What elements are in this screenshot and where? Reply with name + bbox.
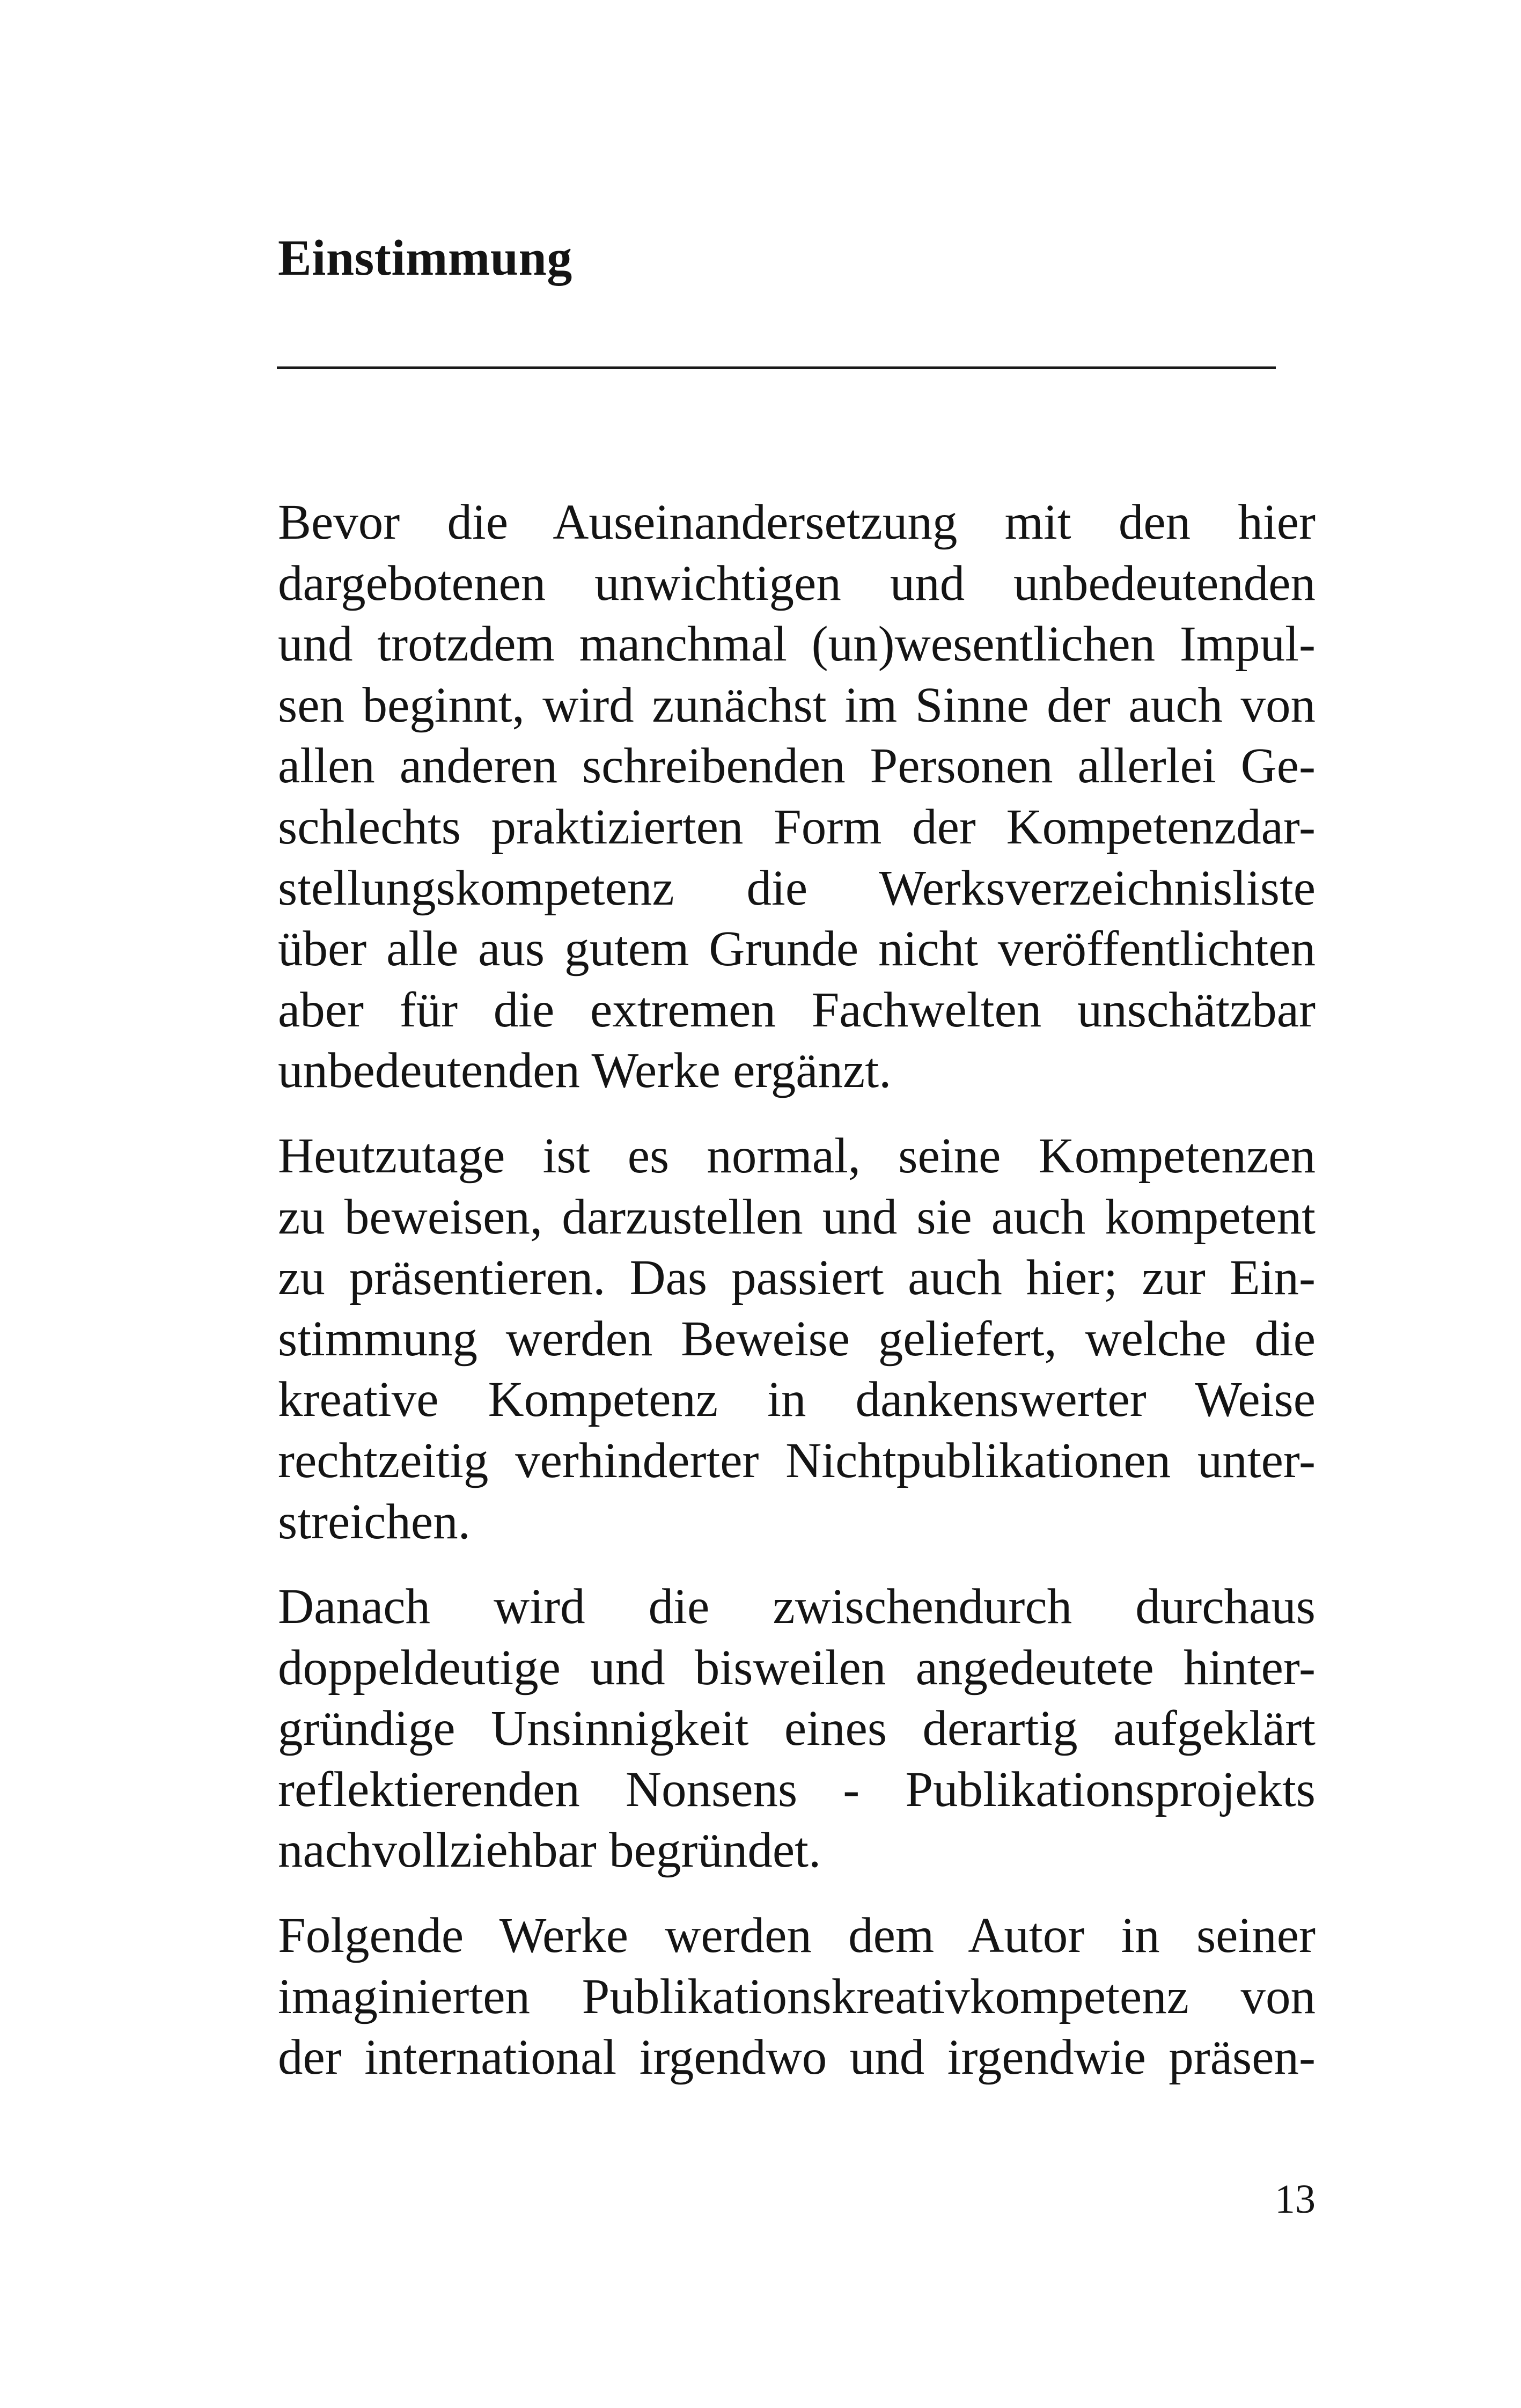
text-line: Folgende Werke werden dem Autor in seiner	[278, 1908, 1316, 1964]
text-line: stellungskompetenz die Werksverzeichnisliste	[278, 860, 1316, 916]
paragraph-2	[215, 1126, 1316, 1552]
page-number: 13	[1275, 2177, 1316, 2222]
text-line: aber für die extremen Fachwelten unschätzbar	[278, 982, 1316, 1038]
text-line: reflektierenden Nonsens - Publikationsprojekts	[278, 1761, 1316, 1817]
text-line: kreative Kompetenz in dankenswerter Weise	[278, 1372, 1316, 1428]
text-line: zu beweisen, darzustellen und sie auch kompetent	[278, 1189, 1316, 1245]
text-line: zu präsentieren. Das passiert auch hier; zur Ein-	[278, 1250, 1316, 1306]
text-line: unbedeutenden Werke ergänzt.	[278, 1043, 892, 1099]
text-line: und trotzdem manchmal (un)wesentlichen Impul-	[278, 616, 1316, 672]
text-line: rechtzeitig verhinderter Nichtpublikationen unter-	[278, 1433, 1316, 1488]
text-line: schlechts praktizierten Form der Kompetenzdar-	[278, 799, 1316, 855]
text-line: über alle aus gutem Grunde nicht veröffentlichten	[278, 921, 1316, 977]
text-line: doppeldeutige und bisweilen angedeutete hinter-	[278, 1640, 1316, 1695]
paragraph-1	[215, 492, 1316, 1102]
text-line: Danach wird die zwischendurch durchaus	[278, 1579, 1316, 1635]
text-line: der international irgendwo und irgendwie präsen-	[278, 2030, 1316, 2086]
paragraph-3	[215, 1576, 1316, 1881]
text-line: stimmung werden Beweise geliefert, welche die	[278, 1311, 1316, 1367]
paragraph-4	[215, 1905, 1316, 2088]
text-line: Bevor die Auseinandersetzung mit den hier	[278, 495, 1316, 550]
text-line: imaginierten Publikationskreativkompetenz von	[278, 1969, 1316, 2024]
text-line: Heutzutage ist es normal, seine Kompetenzen	[278, 1128, 1316, 1184]
text-line: dargebotenen unwichtigen und unbedeutenden	[278, 555, 1316, 611]
text-line: streichen.	[278, 1494, 471, 1550]
heading-rule	[277, 366, 1276, 369]
body-text	[215, 492, 1316, 2112]
text-line: nachvollziehbar begründet.	[278, 1823, 821, 1878]
text-line: allen anderen schreibenden Personen allerlei Ge-	[278, 738, 1316, 794]
text-line: sen beginnt, wird zunächst im Sinne der auch von	[278, 677, 1316, 733]
chapter-heading: Einstimmung	[278, 230, 572, 286]
text-line: gründige Unsinnigkeit eines derartig aufgeklärt	[278, 1701, 1316, 1757]
